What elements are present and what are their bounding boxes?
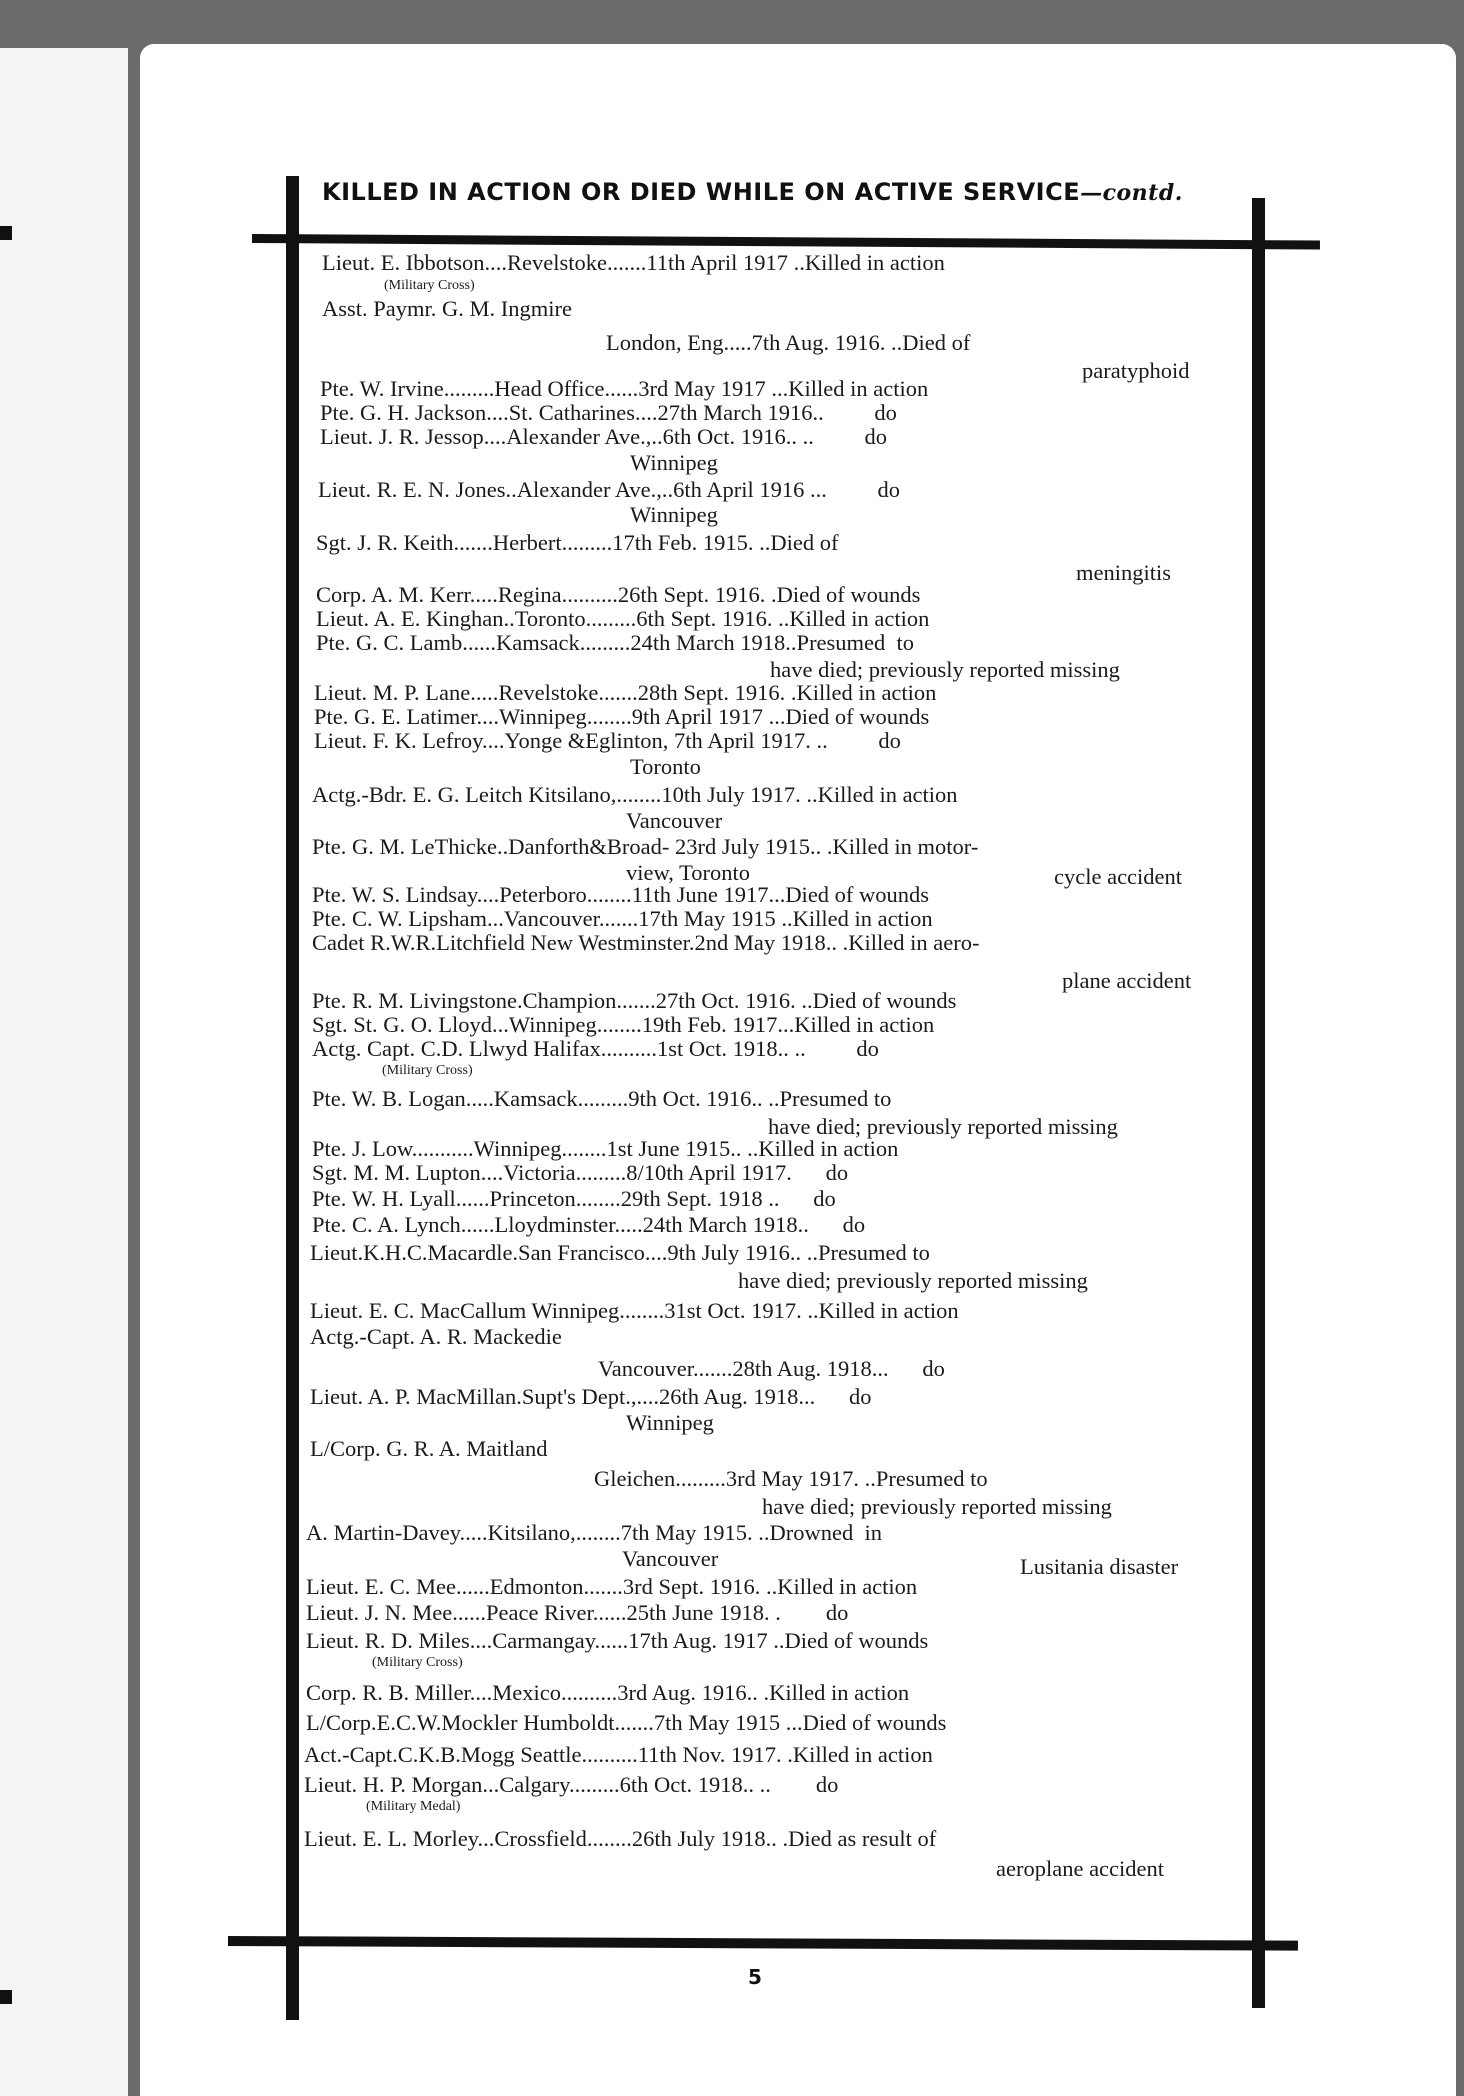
entry-line: Actg.-Bdr. E. G. Leitch Kitsilano,........10th July 1917. ..Killed in action xyxy=(312,782,958,807)
entry-line: have died; previously reported missing xyxy=(768,1114,1118,1139)
entry-line: Actg. Capt. C.D. Llwyd Halifax..........1st Oct. 1918.. .. do xyxy=(312,1036,879,1061)
entry-line: Corp. R. B. Miller....Mexico..........3rd Aug. 1916.. .Killed in action xyxy=(306,1680,910,1705)
entry-line: paratyphoid xyxy=(1082,358,1190,383)
entry-line: Winnipeg xyxy=(626,1410,714,1435)
entry-line: Pte. W. S. Lindsay....Peterboro........11th June 1917...Died of wounds xyxy=(312,882,930,907)
decoration-note: (Military Cross) xyxy=(384,278,475,293)
entry-line: Lieut. J. N. Mee......Peace River......25th June 1918. . do xyxy=(306,1600,849,1625)
entry-line: have died; previously reported missing xyxy=(770,657,1120,682)
entry-line: Cadet R.W.R.Litchfield New Westminster.2nd May 1918.. .Killed in aero- xyxy=(312,930,980,955)
entry-line: Asst. Paymr. G. M. Ingmire xyxy=(322,296,572,321)
entry-line: Pte. G. E. Latimer....Winnipeg........9th April 1917 ...Died of wounds xyxy=(314,704,930,729)
decoration-note: (Military Cross) xyxy=(372,1655,463,1670)
entry-line: have died; previously reported missing xyxy=(762,1494,1112,1519)
entry-line: Gleichen.........3rd May 1917. ..Presumed to xyxy=(594,1466,988,1491)
entry-line: Lieut. E. L. Morley...Crossfield........26th July 1918.. .Died as result of xyxy=(304,1826,937,1851)
entry-line: Lieut. F. K. Lefroy....Yonge &Eglinton, 7th April 1917. .. do xyxy=(314,728,901,753)
entry-line: cycle accident xyxy=(1054,864,1183,889)
entry-line: London, Eng.....7th Aug. 1916. ..Died of xyxy=(606,330,971,355)
entry-line: Lieut. M. P. Lane.....Revelstoke.......28th Sept. 1916. .Killed in action xyxy=(314,680,937,705)
header-title: KILLED IN ACTION OR DIED WHILE ON ACTIVE SERVICE xyxy=(322,178,1081,206)
entry-line: Lieut. A. E. Kinghan..Toronto.........6th Sept. 1916. ..Killed in action xyxy=(316,606,930,631)
entry-line: Act.-Capt.C.K.B.Mogg Seattle..........11th Nov. 1917. .Killed in action xyxy=(304,1742,933,1767)
entry-line: Pte. J. Low...........Winnipeg........1st June 1915.. ..Killed in action xyxy=(312,1136,899,1161)
entry-line: Lieut. J. R. Jessop....Alexander Ave.,..6th Oct. 1916.. .. do xyxy=(320,424,888,449)
entry-line: Pte. G. H. Jackson....St. Catharines....27th March 1916.. do xyxy=(320,400,897,425)
header-contd: —contd. xyxy=(1080,180,1183,206)
entry-line: Corp. A. M. Kerr.....Regina..........26th Sept. 1916. .Died of wounds xyxy=(316,582,921,607)
entry-line: view, Toronto xyxy=(626,860,751,885)
entry-line: Pte. C. A. Lynch......Lloydminster.....24th March 1918.. do xyxy=(312,1212,866,1237)
entry-line: Lieut.K.H.C.Macardle.San Francisco....9th July 1916.. ..Presumed to xyxy=(310,1240,930,1265)
entry-line: Lieut. E. C. Mee......Edmonton.......3rd Sept. 1916. ..Killed in action xyxy=(306,1574,918,1599)
entry-line: Pte. W. H. Lyall......Princeton........29th Sept. 1918 .. do xyxy=(312,1186,836,1211)
decoration-note: (Military Cross) xyxy=(382,1063,473,1078)
entry-line: plane accident xyxy=(1062,968,1192,993)
entry-line: L/Corp. G. R. A. Maitland xyxy=(310,1436,548,1461)
entry-line: have died; previously reported missing xyxy=(738,1268,1088,1293)
entry-line: Lieut. R. D. Miles....Carmangay......17th Aug. 1917 ..Died of wounds xyxy=(306,1628,929,1653)
entry-line: Pte. W. B. Logan.....Kamsack.........9th Oct. 1916.. ..Presumed to xyxy=(312,1086,892,1111)
entry-line: Pte. G. M. LeThicke..Danforth&Broad- 23rd July 1915.. .Killed in motor- xyxy=(312,834,979,859)
entry-line: Toronto xyxy=(630,754,701,779)
entry-line: Lieut. A. P. MacMillan.Supt's Dept.,....26th Aug. 1918... do xyxy=(310,1384,872,1409)
entry-line: Lieut. R. E. N. Jones..Alexander Ave.,..6th April 1916 ... do xyxy=(318,477,901,502)
entry-line: meningitis xyxy=(1076,560,1171,585)
decoration-note: (Military Medal) xyxy=(366,1799,461,1814)
entry-line: Lieut. E. C. MacCallum Winnipeg........31st Oct. 1917. ..Killed in action xyxy=(310,1298,959,1323)
entry-line: Vancouver xyxy=(626,808,723,833)
entry-line: Lieut. H. P. Morgan...Calgary.........6th Oct. 1918.. .. do xyxy=(304,1772,839,1797)
entry-line: Vancouver.......28th Aug. 1918... do xyxy=(598,1356,945,1381)
entry-line: Pte. C. W. Lipsham...Vancouver.......17th May 1915 ..Killed in action xyxy=(312,906,933,931)
entry-line: Sgt. St. G. O. Lloyd...Winnipeg........19th Feb. 1917...Killed in action xyxy=(312,1012,935,1037)
entry-line: Actg.-Capt. A. R. Mackedie xyxy=(310,1324,562,1349)
entry-line: Pte. G. C. Lamb......Kamsack.........24th March 1918..Presumed to xyxy=(316,630,915,655)
entry-line: Sgt. M. M. Lupton....Victoria.........8/10th April 1917. do xyxy=(312,1160,849,1185)
entry-line: Winnipeg xyxy=(630,450,718,475)
entry-line: Pte. W. Irvine.........Head Office......3rd May 1917 ...Killed in action xyxy=(320,376,929,401)
entry-line: Pte. R. M. Livingstone.Champion.......27th Oct. 1916. ..Died of wounds xyxy=(312,988,957,1013)
page-number: 5 xyxy=(748,1965,762,1989)
entry-line: Lusitania disaster xyxy=(1020,1554,1179,1579)
entry-line: Winnipeg xyxy=(630,502,718,527)
entry-line: L/Corp.E.C.W.Mockler Humboldt.......7th May 1915 ...Died of wounds xyxy=(306,1710,947,1735)
entry-line: A. Martin-Davey.....Kitsilano,........7th May 1915. ..Drowned in xyxy=(306,1520,882,1545)
entry-line: Lieut. E. Ibbotson....Revelstoke.......11th April 1917 ..Killed in action xyxy=(322,250,945,275)
entry-line: Sgt. J. R. Keith.......Herbert.........17th Feb. 1915. ..Died of xyxy=(316,530,839,555)
entry-line: aeroplane accident xyxy=(996,1856,1165,1881)
entry-line: Vancouver xyxy=(622,1546,719,1571)
